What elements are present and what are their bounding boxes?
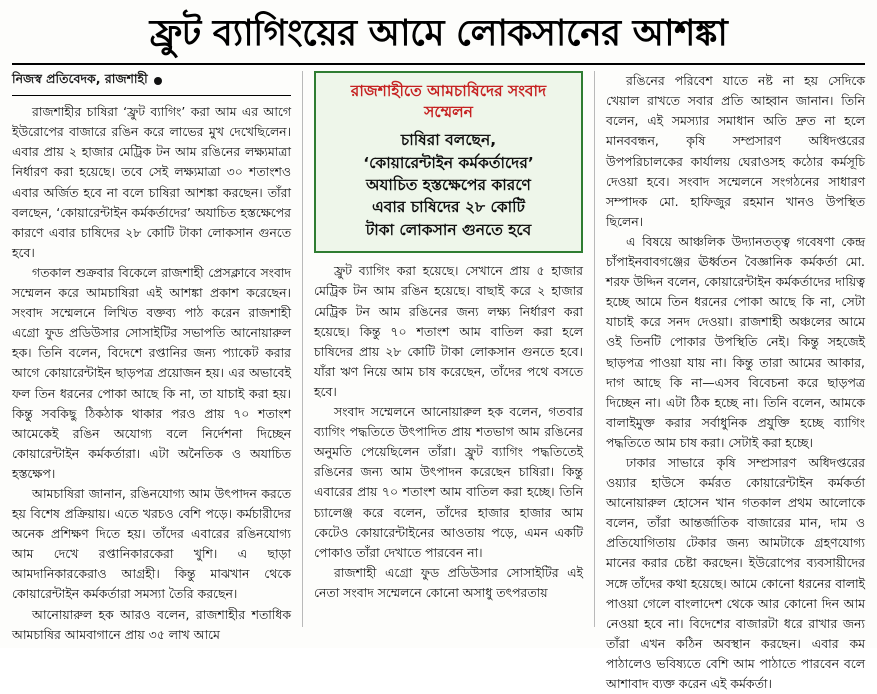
callout-sub-line4: এবার চাষিদের ২৮ কোটি — [371, 198, 525, 217]
callout-sub-line1: চাষিরা বলছেন, — [400, 131, 497, 150]
column-two — [302, 71, 594, 627]
column-three-body — [606, 71, 865, 694]
paragraph: আমচাষিরা জানান, রঙিনযোগ্য আম উৎপাদন করতে হয় বিশেষ প্রক্রিয়ায়। এতে খরচও বেশি পড়ে। কর্মচারীদের অনেক প্রশিক্ষণ দিতে হয়। তাঁদের এবারের রঙিনযোগ্য আম দেখে রপ্তানিকারকেরা খুশি। এ ছাড়া আমদানিকারকেরাও আগ্রহী। কিন্তু মাঝখান থেকে কোয়ারেন্টাইন কর্মকর্তারা সমস্যা তৈরি করছেন। — [12, 485, 291, 602]
paragraph: ঢাকার সাভারে কৃষি সম্প্রসারণ অধিদপ্তরের ওয়্যার হাউসে কর্মরত কোয়ারেন্টাইন কর্মকর্তা আনোয়ারুল হোসেন খান গতকাল প্রথম আলোকে বলেন, তাঁরা আন্তর্জাতিক বাজারের মান, দাম ও প্রতিযোগিতায় টেকার জন্য আমটাকে গ্রহণযোগ্য মানের করার চেষ্টা করছেন। ইউরোপের ব্যবসায়ীদের সঙ্গে তাঁদের কথা হয়েছে। আমে কোনো ধরনের বালাই পাওয়া গেলে বাংলাদেশ থেকে আর কোনো দিন আম নেওয়া হবে না। বিদেশের বাজারটা ধরে রাখার জন্য তাঁরা এখন কঠিন অবস্থান করছেন। এবার কম পাঠালেও ভবিষ্যতে বেশি আম পাঠাতে পারবেন বলে আশাবাদ ব্যক্ত করেন এই কর্মকর্তা। — [606, 454, 865, 691]
bullet-icon — [154, 77, 162, 85]
callout-box — [314, 71, 583, 253]
paragraph: সংবাদ সম্মেলনে আনোয়ারুল হক বলেন, গতবার ব্যাগিং পদ্ধতিতে উৎপাদিত প্রায় শতভাগ আম রঙিনের অনুমতি পেয়েছিলেন তাঁরা। ফ্রুট ব্যাগিং পদ্ধতিতেই রঙিনের জন্য আম উৎপাদন করেছেন চাষিরা। কিন্তু এবারের প্রায় ৭০ শতাংশ আম বাতিল করা হচ্ছে। তিনি চ্যালেঞ্জ করে বলেন, তাঁদের হাজার হাজার আম কেটেও কোয়ারেন্টাইনের আওতায় পড়ে, এমন একটি পোকাও তাঁরা দেখাতে পারবেন না। — [314, 404, 583, 560]
callout-kicker — [324, 81, 573, 123]
paragraph: রাজশাহী এগ্রো ফুড প্রডিউসার সোসাইটির এই নেতা সংবাদ সম্মেলনে কোনো অসাধু তৎপরতায় — [314, 564, 583, 600]
paragraph: রাজশাহীর চাষিরা ‘ফ্রুট ব্যাগিং’ করা আম এর আগে ইউরোপের বাজারে রঙিন করে লাভের মুখ দেখেছিলেন। এবার প্রায় ২ হাজার মেট্রিক টন আম রঙিনের লক্ষ্যমাত্রা নির্ধারণ করা হয়েছে। তবে সেই লক্ষ্যমাত্রা ৩০ শতাংশও এবার অর্জিত হবে না বলে চাষিরা আশঙ্কা করছেন। তাঁরা বলছেন, ‘কোয়ারেন্টাইন কর্মকর্তাদের’ অযাচিত হস্তক্ষেপের কারণে এবার চাষিদের ২৮ কোটি টাকা লোকসান গুনতে হবে। — [12, 104, 291, 260]
paragraph: রঙিনের পরিবেশ যাতে নষ্ট না হয় সেদিকে খেয়াল রাখতে সবার প্রতি আহ্বান জানান। তিনি বলেন, এই সমস্যার সমাধান অতি দ্রুত না হলে মানববন্ধন, কৃষি সম্প্রসারণ অধিদপ্তরের উপপরিচালকের কার্যালয় ঘেরাওসহ কঠোর কর্মসূচি দেওয়া হবে। সংবাদ সম্মেলনে সংগঠনের সাধারণ সম্পাদক মো. হাফিজুর রহমান খানও উপস্থিত ছিলেন। — [606, 73, 865, 229]
paragraph: গতকাল শুক্রবার বিকেলে রাজশাহী প্রেসক্লাবে সংবাদ সম্মেলন করে আমচাষিরা এই আশঙ্কা প্রকাশ করেছেন। সংবাদ সম্মেলনে লিখিত বক্তব্য পাঠ করেন রাজশাহী এগ্রো ফুড প্রডিউসার সোসাইটির সভাপতি আনোয়ারুল হক। তিনি বলেন, বিদেশে রপ্তানির জন্য প্যাকেট করার আগে কোয়ারেন্টাইন ছাড়পত্র প্রয়োজন হয়। এর অভাবেই ফল তিন ধরনের পোকা আছে কি না, তা যাচাই করা হয়। কিন্তু সবকিছু ঠিকঠাক থাকার পরও প্রায় ৭০ শতাংশ আমেকেই রঙিন অযোগ্য বলে নির্দেশনা দিচ্ছেন কোয়ারেন্টাইন কর্মকর্তারা। এটা অনৈতিক ও অযাচিত হস্তক্ষেপ। — [12, 264, 291, 481]
headline-divider — [12, 63, 865, 65]
paragraph: এ বিষয়ে আঞ্চলিক উদ্যানতত্ত্ব গবেষণা কেন্দ্র চাঁপাইনবাবগঞ্জের ঊর্ধ্বতন বৈজ্ঞানিক কর্মকর্তা মো. শরফ উদ্দিন বলেন, কোয়ারেন্টাইন কর্মকর্তাদের দায়িত্ব হচ্ছে আমে তিন ধরনের পোকা আছে কি না, সেটা যাচাই করে সনদ দেওয়া। রাজশাহী অঞ্চলের আমে ওই তিনটি পোকার উপস্থিতি নেই। কিন্তু সহজেই ছাড়পত্র পাওয়া যায় না। কিন্তু তারা আমের আকার, দাগ আছে কি না—এসব বিবেচনা করে ছাড়পত্র দিচ্ছেন না। এটা ঠিক হচ্ছে না। তিনি বলেন, আমকে বালাইমুক্ত করার সর্বাধুনিক প্রযুক্তি হচ্ছে ব্যাগিং পদ্ধতিতে আম চাষ করা। সেটাই করা হচ্ছে। — [606, 233, 865, 450]
column-one-body — [12, 102, 291, 645]
callout-subtext — [324, 129, 573, 241]
byline-text: নিজস্ব প্রতিবেদক, রাজশাহী — [12, 71, 148, 87]
callout-sub-line2: ‘কোয়ারেন্টাইন কর্মকর্তাদের’ — [363, 153, 534, 172]
page-title: ফ্রুট ব্যাগিংয়ের আমে লোকসানের আশঙ্কা — [149, 13, 728, 54]
callout-sub-line5: টাকা লোকসান গুনতে হবে — [365, 220, 532, 239]
callout-sub-line3: অযাচিত হস্তক্ষেপের কারণে — [366, 175, 531, 194]
callout-kicker-line2: সংবাদ সম্মেলন — [424, 82, 547, 122]
byline — [12, 71, 284, 91]
byline-divider — [12, 95, 291, 96]
column-two-body — [314, 261, 583, 603]
paragraph: আনোয়ারুল হক আরও বলেন, রাজশাহীর শতাধিক আমচাষির আমবাগানে প্রায় ৩৫ লাখ আমে — [12, 606, 291, 642]
column-one — [12, 71, 302, 642]
paragraph: ফ্রুট ব্যাগিং করা হয়েছে। সেখানে প্রায় ৫ হাজার মেট্রিক টন আম রঙিন হয়েছে। বাছাই করে ২ হাজার মেট্রিক টন আম রঙিনের জন্য লক্ষ্য নির্ধারণ করা হয়েছে। কিন্তু ৭০ শতাংশ আম বাতিল করা হলে চাষিদের প্রায় ২৮ কোটি টাকা লোকসান গুনতে হবে। যাঁরা ঋণ নিয়ে আম চাষ করেছেন, তাঁদের পথে বসতে হবে। — [314, 263, 583, 399]
callout-kicker-line1: রাজশাহীতে আমচাষিদের — [350, 82, 503, 101]
column-three — [594, 71, 865, 691]
article-columns — [12, 71, 865, 691]
